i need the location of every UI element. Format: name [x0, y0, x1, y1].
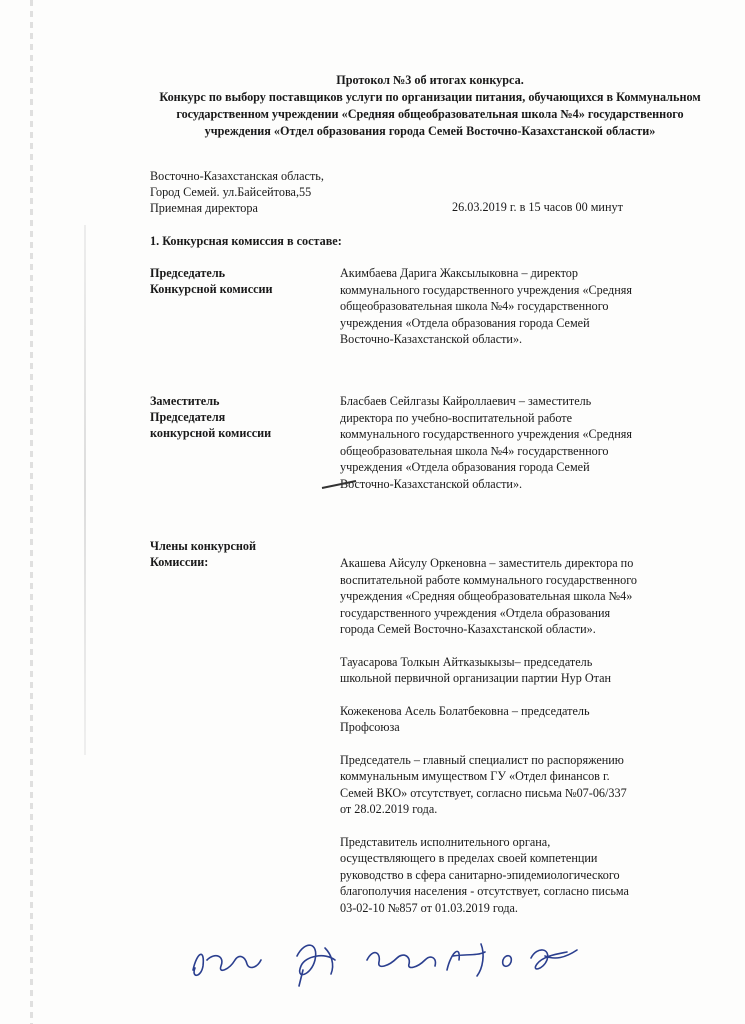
- title-line1: Протокол №3 об итогах конкурса.: [336, 73, 524, 87]
- signature-scribbles: [185, 930, 605, 990]
- chair-description: Акимбаева Дарига Жаксылыковна – директор коммунального государственного учреждения «Средняя общеобразовательная школа №4» государственного учреждения «Отдела образования города Семей Восточно-Казахстанской области».: [340, 266, 632, 346]
- scan-edge-artifact: [84, 225, 86, 755]
- members-role: [150, 538, 256, 570]
- member-item: Председатель – главный специалист по распоряжению коммунальным имуществом ГУ «Отдел финансов г. Семей ВКО» отсутствует, согласно письма №07-06/337 от 28.02.2019 года.: [340, 752, 627, 816]
- address-block: [150, 168, 324, 216]
- members-role-line2: Комиссии:: [150, 555, 209, 569]
- member-item: Представитель исполнительного органа, осуществляющего в пределах своей компетенции руководство в сфера санитарно-эпидемиологического благополучия населения - отсутствует, согласно письма 03-02-10 №857 от 01.03.2019 года.: [340, 834, 629, 915]
- deputy-description: Бласбаев Сейлгазы Кайроллаевич – заместитель директора по учебно-воспитательной работе коммунального государственного учреждения «Средняя общеобразовательная школа №4» государственного учреждения «Отдела образования города Семей Восточно-Казахстанской области».: [340, 394, 632, 491]
- chair-role-line1: Председатель: [150, 266, 226, 280]
- address-line2: Город Семей. ул.Байсейтова,55: [150, 185, 312, 199]
- member-item: Тауасарова Толкын Айтказыкызы– председатель школьной первичной организации партии Нур Отан: [340, 654, 612, 685]
- members-role-line1: Члены конкурсной: [150, 539, 257, 553]
- members-list: [340, 555, 640, 932]
- scan-edge-artifact: [30, 0, 33, 1024]
- address-line3: Приемная директора: [150, 201, 258, 215]
- member-item: Кожекенова Асель Болатбековна – председатель Профсоюза: [340, 703, 590, 734]
- deputy-role-line1: Заместитель: [150, 394, 220, 408]
- member-item: Акашева Айсулу Оркеновна – заместитель директора по воспитательной работе коммунального государственного учреждения «Средняя общеобразовательная школа №4» государственного учреждения «Отдела образования города Семей Восточно-Казахстанской области».: [340, 556, 638, 636]
- handwritten-signatures: [185, 930, 605, 990]
- deputy-role-line2: Председателя: [150, 410, 226, 424]
- address-line1: Восточно-Казахстанская область,: [150, 169, 324, 183]
- section-heading: 1. Конкурсная комиссия в составе:: [150, 234, 342, 248]
- meeting-date: 26.03.2019 г. в 15 часов 00 минут: [452, 200, 623, 214]
- deputy-role: [150, 393, 271, 441]
- pen-stroke-mark: [320, 478, 360, 492]
- deputy-role-line3: конкурсной комиссии: [150, 426, 272, 440]
- chair-role-line2: Конкурсной комиссии: [150, 282, 273, 296]
- chair-role: [150, 265, 273, 297]
- protocol-title: [150, 72, 710, 140]
- title-line2: Конкурс по выбору поставщиков услуги по организации питания, обучающихся в Коммунальном государственном учреждении «Средняя общеобразовательная школа №4» государственного учреждения «Отдел образования города Семей Восточно-Казахстанской области»: [159, 90, 701, 138]
